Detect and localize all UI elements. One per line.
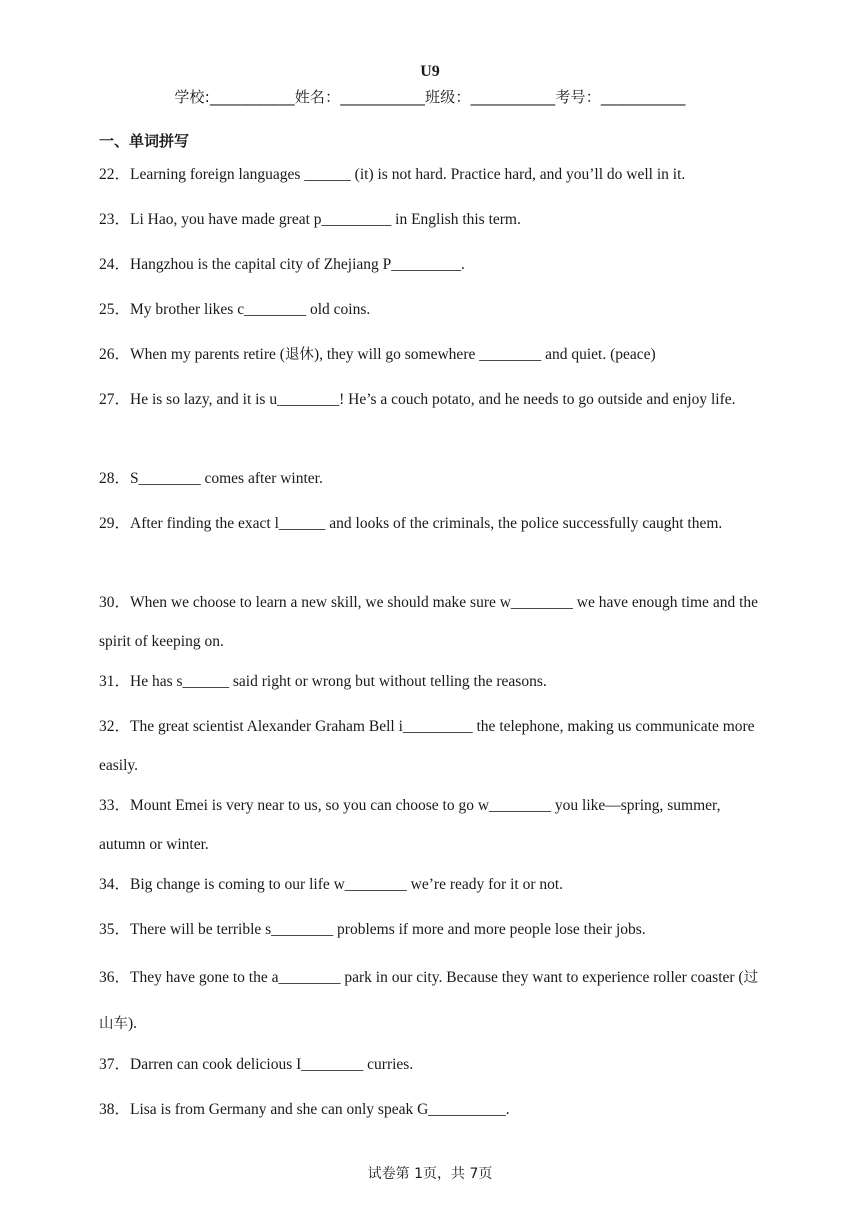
question-26	[99, 335, 769, 375]
question-28: 28．S________ comes after winter.	[99, 470, 323, 487]
question-31: 31．He has s______ said right or wrong but without telling the reasons.	[99, 673, 547, 690]
section-heading: 一、单词拼写	[99, 132, 190, 150]
question-33: 33．Mount Emei is very near to us, so you can choose to go w________ you like—spring, summer, autumn or winter.	[99, 797, 721, 853]
question-30: 30．When we choose to learn a new skill, we should make sure w________ we have enough time and the spirit of keeping on.	[99, 594, 759, 650]
question-34: 34．Big change is coming to our life w________ we’re ready for it or not.	[99, 876, 564, 893]
question-25: 25．My brother likes c________ old coins.	[99, 301, 371, 318]
question-24: 24．Hangzhou is the capital city of Zhejiang P_________.	[99, 256, 465, 273]
question-29: 29．After finding the exact l______ and looks of the criminals, the police successfully caught them.	[99, 515, 723, 532]
question-37: 37．Darren can cook delicious I________ curries.	[99, 1056, 414, 1073]
question-36-chinese-gloss: 过山车	[99, 970, 759, 1032]
question-26-text-before: 26．When my parents retire (	[99, 346, 285, 363]
page-footer: 试卷第 1页，共 7页	[367, 1166, 493, 1182]
question-32: 32．The great scientist Alexander Graham Bell i_________ the telephone, making us communicate more easily.	[99, 718, 755, 774]
student-info-line: 学校:___________姓名：___________班级：___________考号：___________	[174, 88, 686, 106]
question-23: 23．Li Hao, you have made great p_________ in English this term.	[99, 211, 521, 228]
question-36	[99, 955, 769, 1047]
question-27: 27．He is so lazy, and it is u________! He’s a couch potato, and he needs to go outside and enjoy life.	[99, 391, 736, 408]
question-36-text-after: ).	[128, 1015, 138, 1032]
question-35: 35．There will be terrible s________ problems if more and more people lose their jobs.	[99, 921, 646, 938]
question-36-text-before: 36．They have gone to the a________ park in our city. Because they want to experience roller coaster (	[99, 969, 744, 986]
question-22: 22．Learning foreign languages ______ (it) is not hard. Practice hard, and you’ll do well in it.	[99, 166, 686, 183]
question-26-text-after: ), they will go somewhere ________ and quiet. (peace)	[313, 346, 656, 363]
question-38: 38．Lisa is from Germany and she can only speak G__________.	[99, 1101, 510, 1118]
paper-title: U9	[420, 63, 440, 80]
question-26-chinese-gloss: 退休	[284, 347, 314, 363]
